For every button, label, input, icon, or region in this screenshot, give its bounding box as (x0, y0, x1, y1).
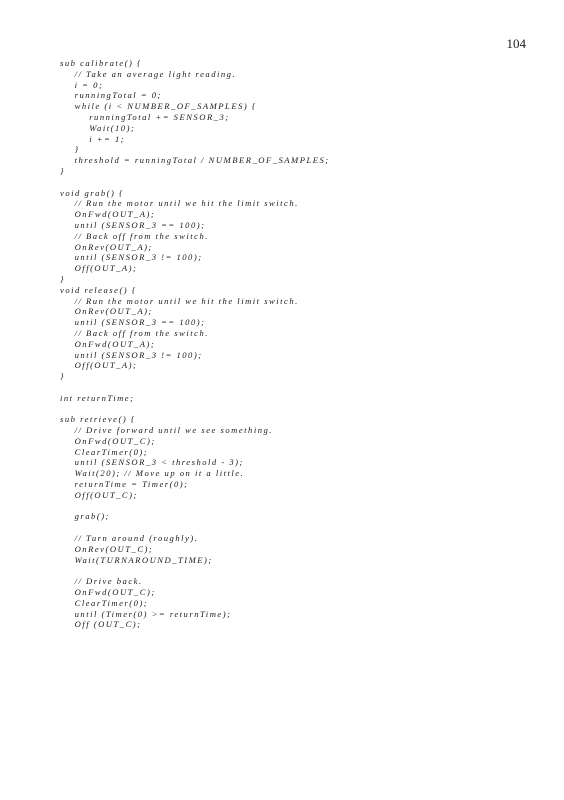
code-line: // Back off from the switch. (60, 327, 209, 338)
code-line: until (SENSOR_3 != 100); (60, 252, 203, 263)
code-line: // Run the motor until we hit the limit switch. (60, 198, 299, 209)
code-line: OnRev(OUT_A); (60, 241, 153, 252)
code-line: void release() { (60, 284, 137, 295)
code-line: void grab() { (60, 187, 124, 198)
code-line: Off(OUT_A); (60, 263, 138, 274)
code-line: Wait(TURNAROUND_TIME); (60, 554, 213, 565)
code-line: ClearTimer(0); (60, 446, 149, 457)
code-line: until (SENSOR_3 == 100); (60, 317, 206, 328)
code-line: // Turn around (roughly). (60, 533, 199, 544)
code-line: threshold = runningTotal / NUMBER_OF_SAMPLES; (60, 155, 330, 166)
code-line: OnFwd(OUT_A); (60, 209, 156, 220)
code-line: } (60, 165, 65, 176)
code-listing (60, 58, 540, 630)
code-line (60, 177, 540, 188)
code-line: Off(OUT_A); (60, 360, 138, 371)
code-line (60, 501, 540, 512)
code-line: // Run the motor until we hit the limit switch. (60, 295, 299, 306)
code-line: OnRev(OUT_C); (60, 543, 154, 554)
code-line: OnFwd(OUT_C); (60, 435, 156, 446)
code-line: OnFwd(OUT_C); (60, 587, 156, 598)
code-line: grab(); (60, 511, 110, 522)
code-line (60, 565, 540, 576)
code-line: until (Timer(0) >= returnTime); (60, 608, 232, 619)
code-line: Off(OUT_C); (60, 489, 138, 500)
code-line: int returnTime; (60, 392, 135, 403)
code-line: } (60, 144, 80, 155)
code-line: until (SENSOR_3 < threshold - 3); (60, 457, 244, 468)
code-line: // Take an average light reading. (60, 68, 237, 79)
code-line: Off (OUT_C); (60, 619, 142, 630)
code-line: // Back off from the switch. (60, 230, 209, 241)
code-line: i = 0; (60, 79, 104, 90)
code-line: OnRev(OUT_A); (60, 306, 153, 317)
code-line: until (SENSOR_3 == 100); (60, 219, 206, 230)
code-line: } (60, 273, 65, 284)
code-line: i += 1; (60, 133, 126, 144)
code-line: returnTime = Timer(0); (60, 479, 189, 490)
code-line: Wait(10); (60, 122, 136, 133)
code-line: Wait(20); // Move up on it a little. (60, 468, 245, 479)
code-line (60, 522, 540, 533)
code-line: // Drive back. (60, 576, 143, 587)
code-line: } (60, 371, 65, 382)
code-line (60, 404, 540, 415)
code-line (60, 382, 540, 393)
code-line: sub retrieve() { (60, 414, 136, 425)
code-line: runningTotal += SENSOR_3; (60, 111, 230, 122)
code-line: runningTotal = 0; (60, 90, 162, 101)
code-line: sub calibrate() { (60, 58, 142, 68)
code-line: while (i < NUMBER_OF_SAMPLES) { (60, 101, 257, 112)
code-line: ClearTimer(0); (60, 597, 149, 608)
code-line: OnFwd(OUT_A); (60, 338, 156, 349)
code-line: // Drive forward until we see something. (60, 425, 273, 436)
code-line: until (SENSOR_3 != 100); (60, 349, 203, 360)
page-number: 104 (506, 36, 526, 51)
